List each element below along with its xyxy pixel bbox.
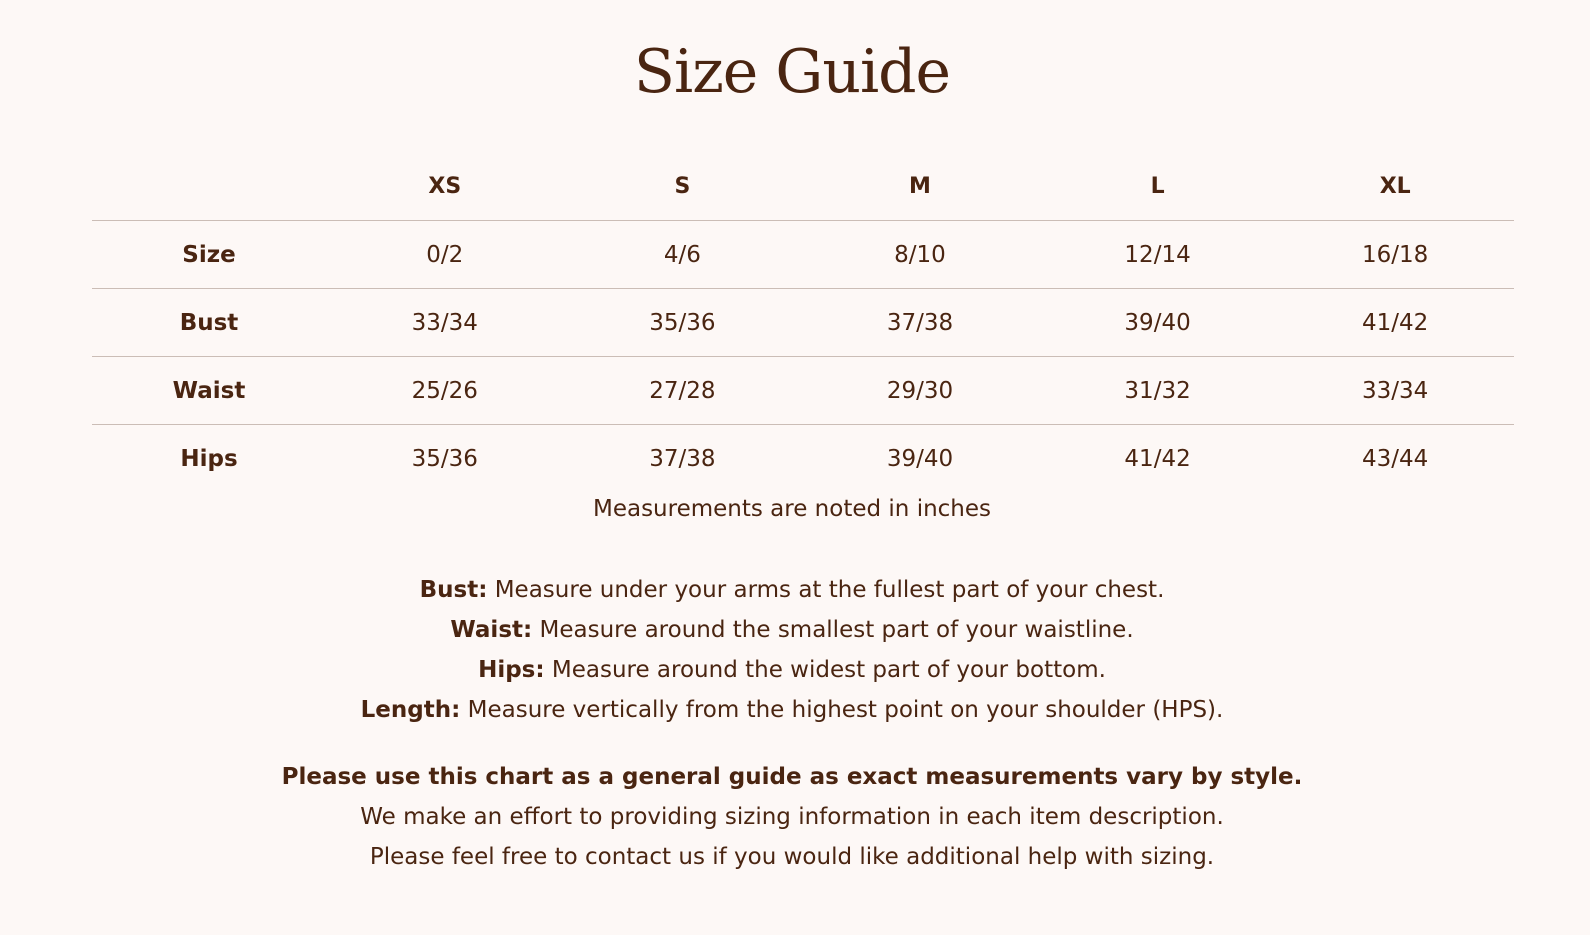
header-cell-l: L — [1150, 173, 1165, 199]
header-cell-m: M — [909, 173, 931, 199]
header-cell-s: S — [674, 173, 691, 199]
header-cell-empty — [92, 152, 326, 221]
instruction-bust — [0, 570, 1584, 610]
table-cell: 12/14 — [1039, 221, 1277, 289]
table-cell: 41/42 — [1039, 425, 1277, 493]
table-row — [92, 289, 1514, 357]
table-cell: 39/40 — [801, 425, 1039, 493]
size-chart-table — [92, 152, 1514, 493]
instruction-text: Measure around the smallest part of your waistline. — [532, 617, 1134, 643]
instruction-term: Hips: — [478, 657, 545, 683]
table-cell: 37/38 — [564, 425, 802, 493]
instruction-length — [0, 690, 1584, 730]
instruction-text: Measure around the widest part of your bottom. — [544, 657, 1106, 683]
row-label: Waist — [92, 357, 326, 425]
instruction-term: Length: — [360, 697, 461, 723]
instruction-text: Measure under your arms at the fullest part of your chest. — [487, 577, 1165, 603]
table-row — [92, 425, 1514, 493]
row-label: Bust — [92, 289, 326, 357]
table-cell: 33/34 — [326, 289, 564, 357]
table-header-row — [92, 152, 1514, 221]
measuring-instructions — [0, 570, 1584, 730]
measurement-unit-note: Measurements are noted in inches — [592, 496, 992, 522]
table-row — [92, 357, 1514, 425]
row-label: Hips — [92, 425, 326, 493]
table-cell: 41/42 — [1276, 289, 1514, 357]
table-cell: 0/2 — [326, 221, 564, 289]
table-cell: 29/30 — [801, 357, 1039, 425]
header-cell-xl: XL — [1379, 173, 1411, 199]
table-cell: 43/44 — [1276, 425, 1514, 493]
row-label: Size — [92, 221, 326, 289]
instruction-waist — [0, 610, 1584, 650]
table-cell: 39/40 — [1039, 289, 1277, 357]
table-cell: 31/32 — [1039, 357, 1277, 425]
table-cell: 4/6 — [564, 221, 802, 289]
header-cell-xs: XS — [428, 173, 462, 199]
page-title: Size Guide — [633, 37, 951, 107]
table-cell: 33/34 — [1276, 357, 1514, 425]
table-cell: 16/18 — [1276, 221, 1514, 289]
disclaimer-line: We make an effort to providing sizing information in each item description. — [360, 804, 1224, 830]
sizing-disclaimer — [0, 757, 1584, 877]
instruction-text: Measure vertically from the highest point on your shoulder (HPS). — [460, 697, 1224, 723]
disclaimer-bold-line: Please use this chart as a general guide as exact measurements vary by style. — [281, 764, 1303, 790]
instruction-term: Bust: — [419, 577, 488, 603]
table-cell: 8/10 — [801, 221, 1039, 289]
instruction-hips — [0, 650, 1584, 690]
table-cell: 27/28 — [564, 357, 802, 425]
table-cell: 35/36 — [564, 289, 802, 357]
table-row — [92, 221, 1514, 289]
table-cell: 35/36 — [326, 425, 564, 493]
table-cell: 25/26 — [326, 357, 564, 425]
instruction-term: Waist: — [450, 617, 533, 643]
disclaimer-line: Please feel free to contact us if you would like additional help with sizing. — [369, 844, 1215, 870]
table-cell: 37/38 — [801, 289, 1039, 357]
